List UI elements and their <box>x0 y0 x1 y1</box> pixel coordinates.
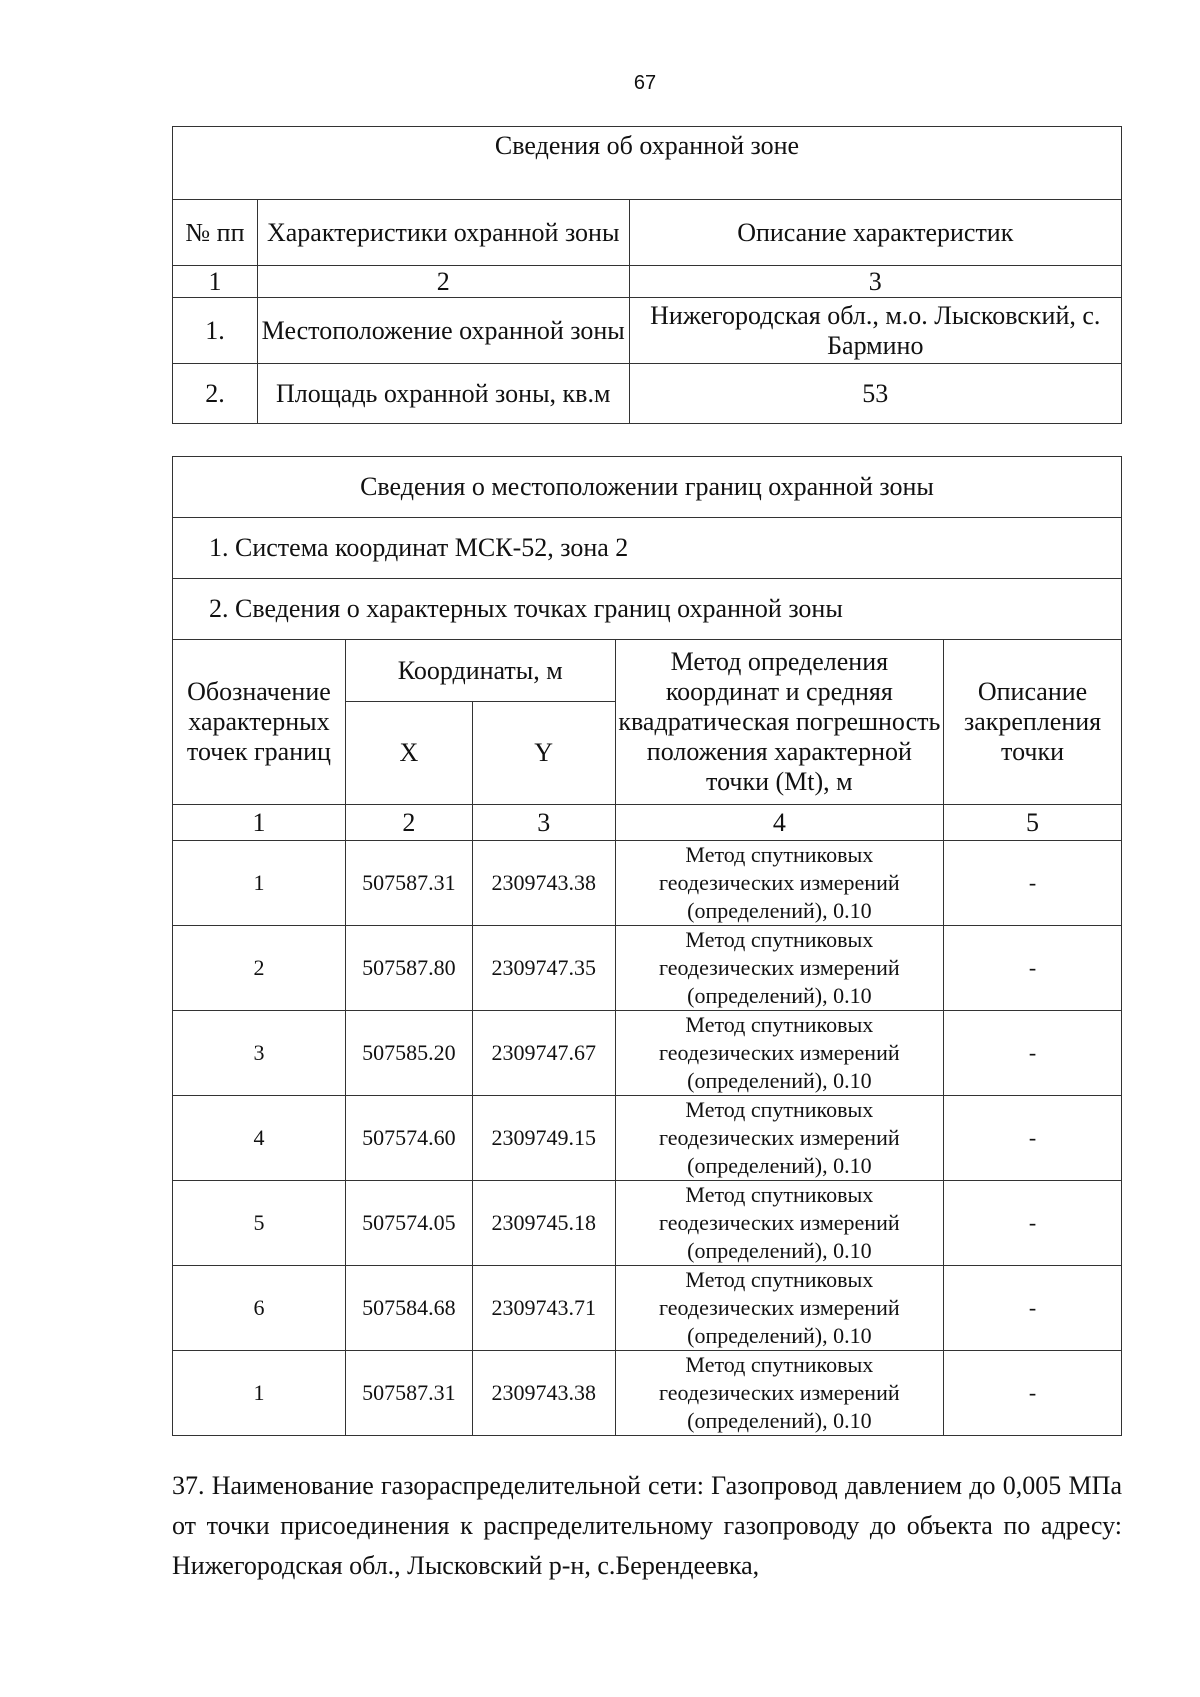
point-y: 2309749.15 <box>472 1096 615 1181</box>
point-id: 1 <box>173 1351 346 1436</box>
point-id: 2 <box>173 926 346 1011</box>
header-fixing: Описание закрепления точки <box>944 640 1122 805</box>
table-row <box>173 364 1122 424</box>
col-number: 3 <box>629 266 1121 298</box>
row-value: Нижегородская обл., м.о. Лысковский, с. Бармино <box>629 298 1121 364</box>
header-y: Y <box>472 702 615 805</box>
row-number: 1. <box>173 298 258 364</box>
point-fixing: - <box>944 1096 1122 1181</box>
col-number: 1 <box>173 266 258 298</box>
point-fixing: - <box>944 926 1122 1011</box>
point-method: Метод спутниковых геодезических измерений (определений), 0.10 <box>615 1266 943 1351</box>
point-method: Метод спутниковых геодезических измерений (определений), 0.10 <box>615 841 943 926</box>
points-title: 2. Сведения о характерных точках границ охранной зоны <box>173 579 1122 640</box>
point-y: 2309743.38 <box>472 1351 615 1436</box>
point-x: 507574.05 <box>345 1181 472 1266</box>
col-number: 3 <box>472 805 615 841</box>
point-y: 2309745.18 <box>472 1181 615 1266</box>
point-fixing: - <box>944 1181 1122 1266</box>
header-description: Описание характеристик <box>629 200 1121 266</box>
point-id: 1 <box>173 841 346 926</box>
row-number: 2. <box>173 364 258 424</box>
point-id: 6 <box>173 1266 346 1351</box>
col-number: 2 <box>345 805 472 841</box>
point-y: 2309747.67 <box>472 1011 615 1096</box>
point-x: 507585.20 <box>345 1011 472 1096</box>
point-method: Метод спутниковых геодезических измерений (определений), 0.10 <box>615 1096 943 1181</box>
table-row <box>173 1181 1122 1266</box>
header-characteristics: Характеристики охранной зоны <box>257 200 629 266</box>
point-id: 4 <box>173 1096 346 1181</box>
point-x: 507574.60 <box>345 1096 472 1181</box>
header-x: X <box>345 702 472 805</box>
protection-zone-info-table <box>172 126 1122 424</box>
header-designation: Обозначение характерных точек границ <box>173 640 346 805</box>
point-method: Метод спутниковых геодезических измерений (определений), 0.10 <box>615 1011 943 1096</box>
point-id: 5 <box>173 1181 346 1266</box>
page-number: 67 <box>633 72 657 94</box>
point-id: 3 <box>173 1011 346 1096</box>
point-x: 507587.31 <box>345 1351 472 1436</box>
table2-title: Сведения о местоположении границ охранной зоны <box>173 457 1122 518</box>
row-characteristic: Местоположение охранной зоны <box>257 298 629 364</box>
table-row <box>173 298 1122 364</box>
point-x: 507584.68 <box>345 1266 472 1351</box>
row-characteristic: Площадь охранной зоны, кв.м <box>257 364 629 424</box>
header-coordinates: Координаты, м <box>345 640 615 702</box>
point-fixing: - <box>944 841 1122 926</box>
header-number: № пп <box>173 200 258 266</box>
table-row <box>173 1011 1122 1096</box>
point-fixing: - <box>944 1011 1122 1096</box>
point-method: Метод спутниковых геодезических измерений (определений), 0.10 <box>615 926 943 1011</box>
table-row <box>173 1266 1122 1351</box>
point-method: Метод спутниковых геодезических измерений (определений), 0.10 <box>615 1181 943 1266</box>
boundary-points-table <box>172 456 1122 1436</box>
table-row <box>173 1096 1122 1181</box>
point-y: 2309743.38 <box>472 841 615 926</box>
col-number: 5 <box>944 805 1122 841</box>
point-fixing: - <box>944 1351 1122 1436</box>
header-method: Метод определения координат и средняя квадратическая погрешность положения характерной точки (Mt), м <box>615 640 943 805</box>
point-y: 2309743.71 <box>472 1266 615 1351</box>
table-row <box>173 841 1122 926</box>
section-paragraph: 37. Наименование газораспределительной сети: Газопровод давлением до 0,005 МПа от точки присоединения к распределительному газопроводу до объекта по адресу: Нижегородская обл., Лысковский р-н, с.Берендеевка, <box>172 1471 1122 1580</box>
col-number: 1 <box>173 805 346 841</box>
point-x: 507587.31 <box>345 841 472 926</box>
point-fixing: - <box>944 1266 1122 1351</box>
table-row <box>173 926 1122 1011</box>
table-row <box>173 1351 1122 1436</box>
col-number: 2 <box>257 266 629 298</box>
point-method: Метод спутниковых геодезических измерений (определений), 0.10 <box>615 1351 943 1436</box>
table1-title: Сведения об охранной зоне <box>173 127 1122 200</box>
point-y: 2309747.35 <box>472 926 615 1011</box>
coordinate-system: 1. Система координат МСК-52, зона 2 <box>173 518 1122 579</box>
point-x: 507587.80 <box>345 926 472 1011</box>
col-number: 4 <box>615 805 943 841</box>
row-value: 53 <box>629 364 1121 424</box>
